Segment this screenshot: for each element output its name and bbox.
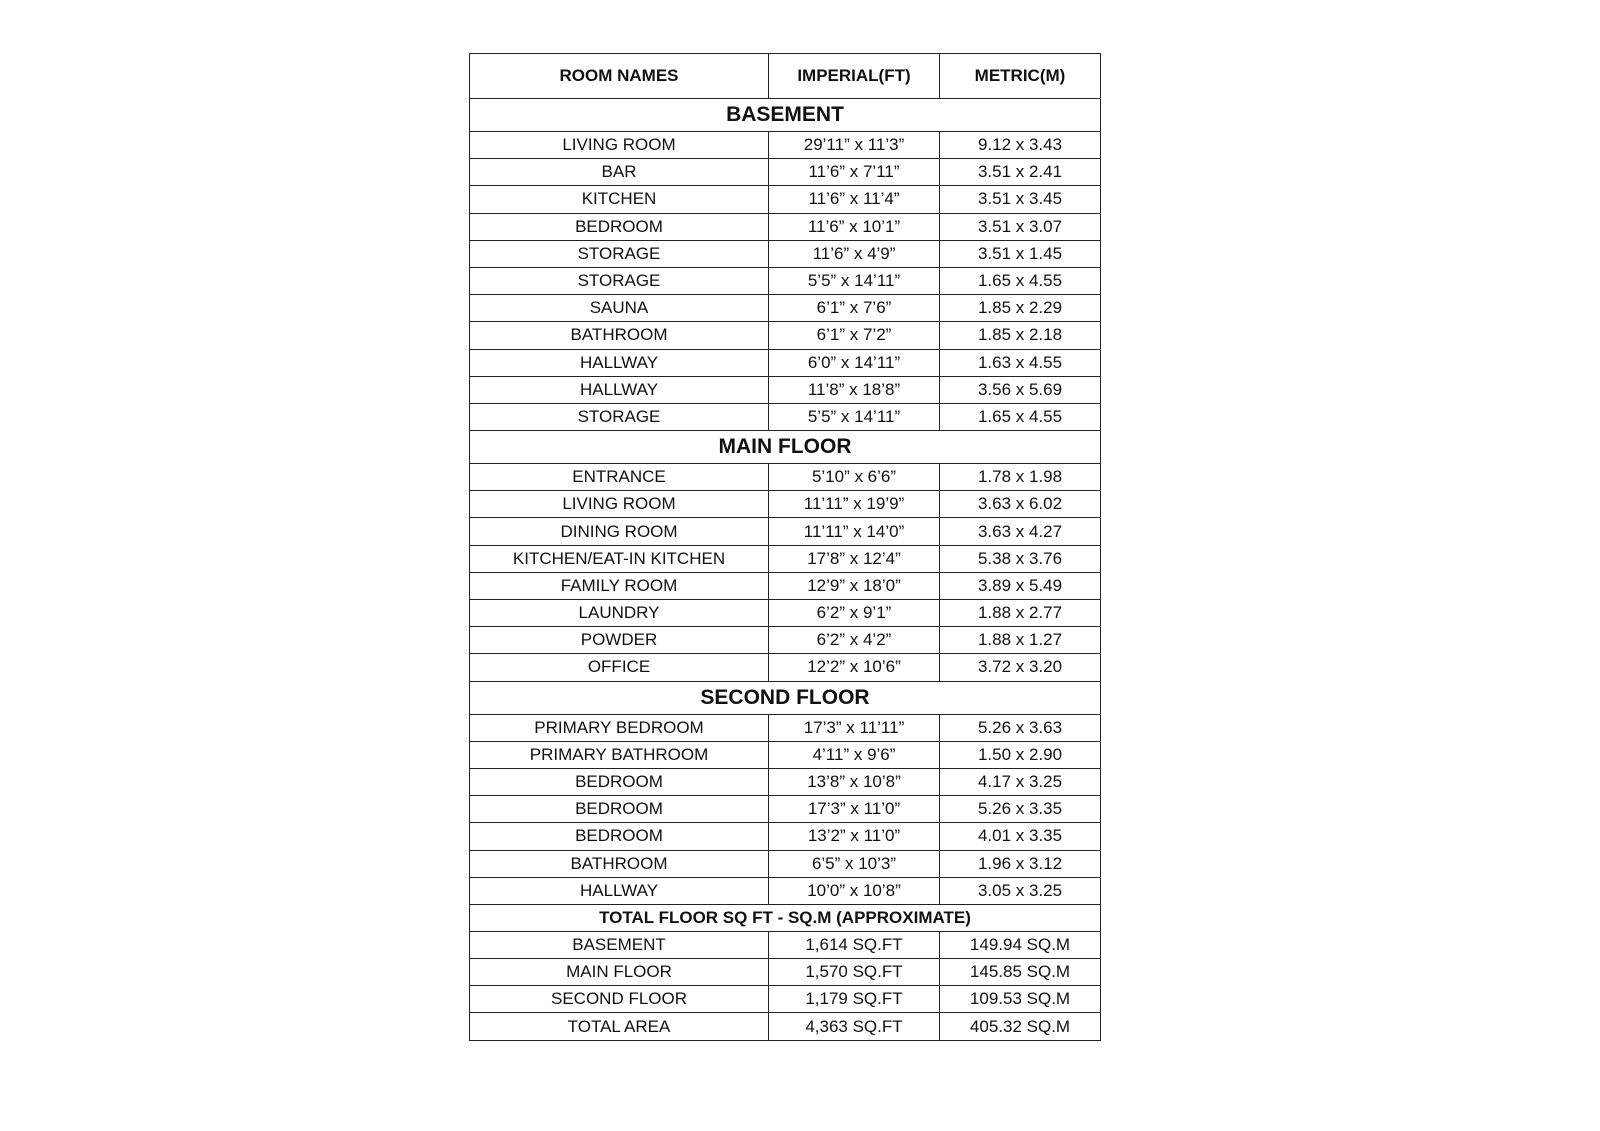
metric-size: 1.88 x 2.77	[940, 600, 1101, 627]
imperial-size: 11’11” x 19’9”	[769, 491, 940, 518]
metric-size: 1.63 x 4.55	[940, 349, 1101, 376]
header-metric: METRIC(M)	[940, 54, 1101, 99]
metric-size: 109.53 SQ.M	[940, 986, 1101, 1013]
room-name: BEDROOM	[470, 796, 769, 823]
imperial-size: 6’1” x 7’6”	[769, 295, 940, 322]
room-name: LIVING ROOM	[470, 132, 769, 159]
metric-size: 3.72 x 3.20	[940, 654, 1101, 681]
metric-size: 1.85 x 2.18	[940, 322, 1101, 349]
metric-size: 5.26 x 3.35	[940, 796, 1101, 823]
room-name: OFFICE	[470, 654, 769, 681]
header-row	[470, 54, 1101, 99]
imperial-size: 1,614 SQ.FT	[769, 931, 940, 958]
room-name: POWDER	[470, 627, 769, 654]
imperial-size: 11’6” x 7’11”	[769, 159, 940, 186]
room-name: STORAGE	[470, 240, 769, 267]
metric-size: 3.51 x 2.41	[940, 159, 1101, 186]
metric-size: 5.38 x 3.76	[940, 545, 1101, 572]
table-row	[470, 240, 1101, 267]
metric-size: 3.63 x 6.02	[940, 491, 1101, 518]
room-name: MAIN FLOOR	[470, 959, 769, 986]
section-header-row	[470, 431, 1101, 464]
table-row	[470, 600, 1101, 627]
table-row	[470, 376, 1101, 403]
table-row	[470, 545, 1101, 572]
imperial-size: 11’11” x 14’0”	[769, 518, 940, 545]
metric-size: 3.51 x 3.07	[940, 213, 1101, 240]
imperial-size: 29’11” x 11’3”	[769, 132, 940, 159]
table-row	[470, 714, 1101, 741]
table-row	[470, 959, 1101, 986]
imperial-size: 13’2” x 11’0”	[769, 823, 940, 850]
table-row	[470, 627, 1101, 654]
metric-size: 3.05 x 3.25	[940, 877, 1101, 904]
imperial-size: 6’2” x 9’1”	[769, 600, 940, 627]
table-row	[470, 654, 1101, 681]
room-name: LIVING ROOM	[470, 491, 769, 518]
imperial-size: 4’11” x 9’6”	[769, 741, 940, 768]
room-name: ENTRANCE	[470, 464, 769, 491]
table-row	[470, 186, 1101, 213]
room-name: STORAGE	[470, 267, 769, 294]
section-title: MAIN FLOOR	[470, 431, 1101, 464]
table-row	[470, 823, 1101, 850]
section-title: SECOND FLOOR	[470, 681, 1101, 714]
room-dimensions-table	[469, 53, 1101, 1041]
room-name: PRIMARY BATHROOM	[470, 741, 769, 768]
metric-size: 149.94 SQ.M	[940, 931, 1101, 958]
room-name: BATHROOM	[470, 850, 769, 877]
imperial-size: 11’8” x 18’8”	[769, 376, 940, 403]
imperial-size: 13’8” x 10’8”	[769, 768, 940, 795]
room-name: SAUNA	[470, 295, 769, 322]
imperial-size: 6’0” x 14’11”	[769, 349, 940, 376]
imperial-size: 17’3” x 11’11”	[769, 714, 940, 741]
metric-size: 3.56 x 5.69	[940, 376, 1101, 403]
table-row	[470, 403, 1101, 430]
room-name: LAUNDRY	[470, 600, 769, 627]
room-name: BEDROOM	[470, 768, 769, 795]
room-name: HALLWAY	[470, 349, 769, 376]
imperial-size: 5’5” x 14’11”	[769, 403, 940, 430]
table-row	[470, 741, 1101, 768]
room-name: BASEMENT	[470, 931, 769, 958]
room-name: DINING ROOM	[470, 518, 769, 545]
room-name: KITCHEN	[470, 186, 769, 213]
room-name: BEDROOM	[470, 823, 769, 850]
table-row	[470, 349, 1101, 376]
metric-size: 4.17 x 3.25	[940, 768, 1101, 795]
metric-size: 1.96 x 3.12	[940, 850, 1101, 877]
table-row	[470, 1013, 1101, 1040]
metric-size: 405.32 SQ.M	[940, 1013, 1101, 1040]
table-row	[470, 132, 1101, 159]
metric-size: 3.89 x 5.49	[940, 572, 1101, 599]
imperial-size: 6’2” x 4’2”	[769, 627, 940, 654]
imperial-size: 11’6” x 10’1”	[769, 213, 940, 240]
room-name: TOTAL AREA	[470, 1013, 769, 1040]
room-name: STORAGE	[470, 403, 769, 430]
imperial-size: 6’5” x 10’3”	[769, 850, 940, 877]
imperial-size: 17’3” x 11’0”	[769, 796, 940, 823]
section-header-row	[470, 904, 1101, 931]
room-name: KITCHEN/EAT-IN KITCHEN	[470, 545, 769, 572]
metric-size: 3.51 x 1.45	[940, 240, 1101, 267]
imperial-size: 4,363 SQ.FT	[769, 1013, 940, 1040]
header-room-names: ROOM NAMES	[470, 54, 769, 99]
table-row	[470, 213, 1101, 240]
table-row	[470, 518, 1101, 545]
table-row	[470, 295, 1101, 322]
header-imperial: IMPERIAL(FT)	[769, 54, 940, 99]
imperial-size: 12’2” x 10’6”	[769, 654, 940, 681]
metric-size: 5.26 x 3.63	[940, 714, 1101, 741]
imperial-size: 11’6” x 11’4”	[769, 186, 940, 213]
room-name: SECOND FLOOR	[470, 986, 769, 1013]
table-row	[470, 796, 1101, 823]
metric-size: 1.65 x 4.55	[940, 403, 1101, 430]
room-name: BAR	[470, 159, 769, 186]
metric-size: 3.51 x 3.45	[940, 186, 1101, 213]
imperial-size: 5’5” x 14’11”	[769, 267, 940, 294]
table-row	[470, 850, 1101, 877]
section-title: BASEMENT	[470, 99, 1101, 132]
metric-size: 9.12 x 3.43	[940, 132, 1101, 159]
table-row	[470, 572, 1101, 599]
table-row	[470, 322, 1101, 349]
metric-size: 145.85 SQ.M	[940, 959, 1101, 986]
room-name: HALLWAY	[470, 877, 769, 904]
metric-size: 1.78 x 1.98	[940, 464, 1101, 491]
room-name: PRIMARY BEDROOM	[470, 714, 769, 741]
section-header-row	[470, 99, 1101, 132]
table-row	[470, 877, 1101, 904]
imperial-size: 17’8” x 12’4”	[769, 545, 940, 572]
metric-size: 1.88 x 1.27	[940, 627, 1101, 654]
imperial-size: 12’9” x 18’0”	[769, 572, 940, 599]
table-row	[470, 768, 1101, 795]
section-title: TOTAL FLOOR SQ FT - SQ.M (APPROXIMATE)	[470, 904, 1101, 931]
table-row	[470, 491, 1101, 518]
section-header-row	[470, 681, 1101, 714]
metric-size: 1.85 x 2.29	[940, 295, 1101, 322]
imperial-size: 11’6” x 4’9”	[769, 240, 940, 267]
imperial-size: 5’10” x 6’6”	[769, 464, 940, 491]
table-row	[470, 159, 1101, 186]
table-row	[470, 464, 1101, 491]
room-name: FAMILY ROOM	[470, 572, 769, 599]
table-row	[470, 931, 1101, 958]
metric-size: 1.50 x 2.90	[940, 741, 1101, 768]
metric-size: 3.63 x 4.27	[940, 518, 1101, 545]
metric-size: 1.65 x 4.55	[940, 267, 1101, 294]
table-row	[470, 986, 1101, 1013]
table-row	[470, 267, 1101, 294]
imperial-size: 1,570 SQ.FT	[769, 959, 940, 986]
metric-size: 4.01 x 3.35	[940, 823, 1101, 850]
imperial-size: 1,179 SQ.FT	[769, 986, 940, 1013]
room-name: HALLWAY	[470, 376, 769, 403]
imperial-size: 6’1” x 7’2”	[769, 322, 940, 349]
room-name: BEDROOM	[470, 213, 769, 240]
room-name: BATHROOM	[470, 322, 769, 349]
imperial-size: 10’0” x 10’8”	[769, 877, 940, 904]
